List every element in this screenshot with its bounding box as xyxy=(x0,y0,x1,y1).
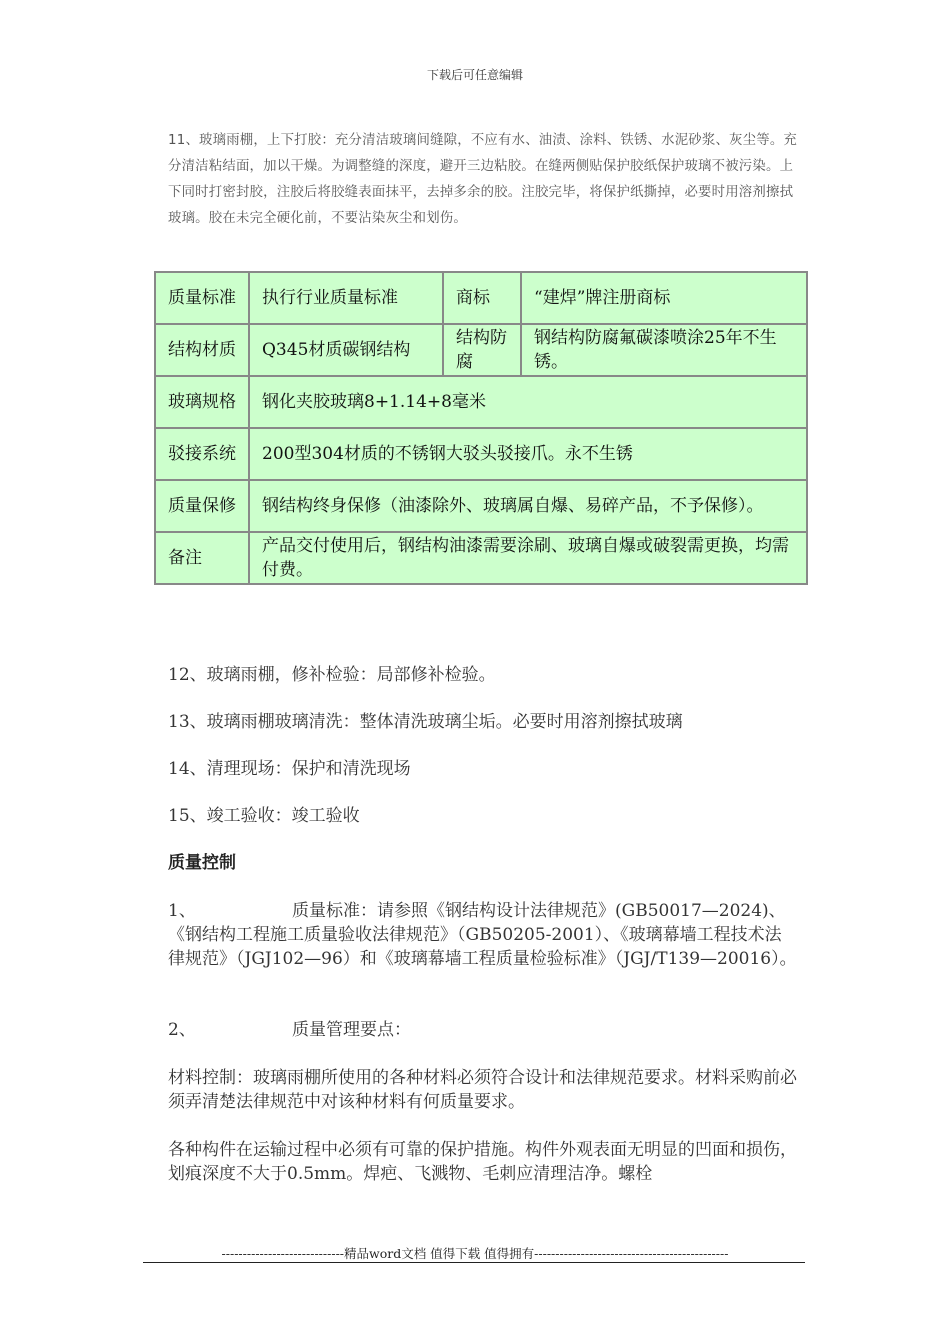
table-label: 驳接系统 xyxy=(155,428,249,480)
table-row xyxy=(155,532,807,584)
table-row xyxy=(155,428,807,480)
table-value: 产品交付使用后，钢结构油漆需要涂刷、玻璃自爆或破裂需更换，均需付费。 xyxy=(249,532,807,584)
step-12: 12、玻璃雨棚，修补检验：局部修补检验。 xyxy=(168,665,496,685)
item-number: 2、 xyxy=(168,1020,196,1040)
table-label: 玻璃规格 xyxy=(155,376,249,428)
item-text: 质量管理要点： xyxy=(292,1020,411,1040)
table-row xyxy=(155,376,807,428)
table-value: 200型304材质的不锈钢大驳头驳接爪。永不生锈 xyxy=(249,428,807,480)
table-label: 结构防腐 xyxy=(443,324,521,376)
section-heading: 质量控制 xyxy=(168,853,236,873)
table-value: “建焊”牌注册商标 xyxy=(521,272,807,324)
table-value: 钢结构防腐氟碳漆喷涂25年不生锈。 xyxy=(521,324,807,376)
table-value: 钢结构终身保修（油漆除外、玻璃属自爆、易碎产品，不予保修）。 xyxy=(249,480,807,532)
quality-item-2 xyxy=(168,1018,798,1042)
step-15: 15、竣工验收：竣工验收 xyxy=(168,806,360,826)
table-row xyxy=(155,272,807,324)
table-value: 钢化夹胶玻璃8+1.14+8毫米 xyxy=(249,376,807,428)
quality-item-1 xyxy=(168,899,798,971)
step-14: 14、清理现场：保护和清洗现场 xyxy=(168,759,411,779)
spec-table xyxy=(154,271,808,585)
material-control-paragraph: 材料控制：玻璃雨棚所使用的各种材料必须符合设计和法律规范要求。材料采购前必须弄清楚法律规范中对该种材料有何质量要求。 xyxy=(168,1068,797,1112)
page-header: 下载后可任意编辑 xyxy=(426,68,523,82)
table-label: 质量保修 xyxy=(155,480,249,532)
table-label: 商标 xyxy=(443,272,521,324)
item-number: 1、 xyxy=(168,901,196,921)
table-label: 结构材质 xyxy=(155,324,249,376)
table-label: 备注 xyxy=(155,532,249,584)
component-paragraph: 各种构件在运输过程中必须有可靠的保护措施。构件外观表面无明显的凹面和损伤，划痕深度不大于0.5mm。焊疤、飞溅物、毛刺应清理洁净。螺栓 xyxy=(168,1140,797,1184)
table-row xyxy=(155,324,807,376)
table-label: 质量标准 xyxy=(155,272,249,324)
footer-rule xyxy=(143,1262,805,1263)
step-13: 13、玻璃雨棚玻璃清洗：整体清洗玻璃尘垢。必要时用溶剂擦拭玻璃 xyxy=(168,712,683,732)
table-row xyxy=(155,480,807,532)
page-footer: -----------------------------精品word文档 值得下载 值得拥有---------------------------------------------- xyxy=(221,1246,729,1261)
table-value: Q345材质碳钢结构 xyxy=(249,324,443,376)
table-value: 执行行业质量标准 xyxy=(249,272,443,324)
item-text: 质量标准：请参照《钢结构设计法律规范》(GB50017—2024)、《钢结构工程施工质量验收法律规范》（GB50205-2001）、《玻璃幕墙工程技术法律规范》（JGJ102—96）和《玻璃幕墙工程质量检验标准》（JGJ/T139—20016）。 xyxy=(168,901,797,969)
step-11-paragraph: 11、玻璃雨棚，上下打胶：充分清洁玻璃间缝隙，不应有水、油渍、涂料、铁锈、水泥砂浆、灰尘等。充分清洁粘结面，加以干燥。为调整缝的深度，避开三边粘胶。在缝两侧贴保护胶纸保护玻璃不被污染。上下同时打密封胶，注胶后将胶缝表面抹平，去掉多余的胶。注胶完毕，将保护纸撕掉，必要时用溶剂擦拭玻璃。胶在未完全硬化前，不要沾染灰尘和划伤。 xyxy=(168,133,798,226)
